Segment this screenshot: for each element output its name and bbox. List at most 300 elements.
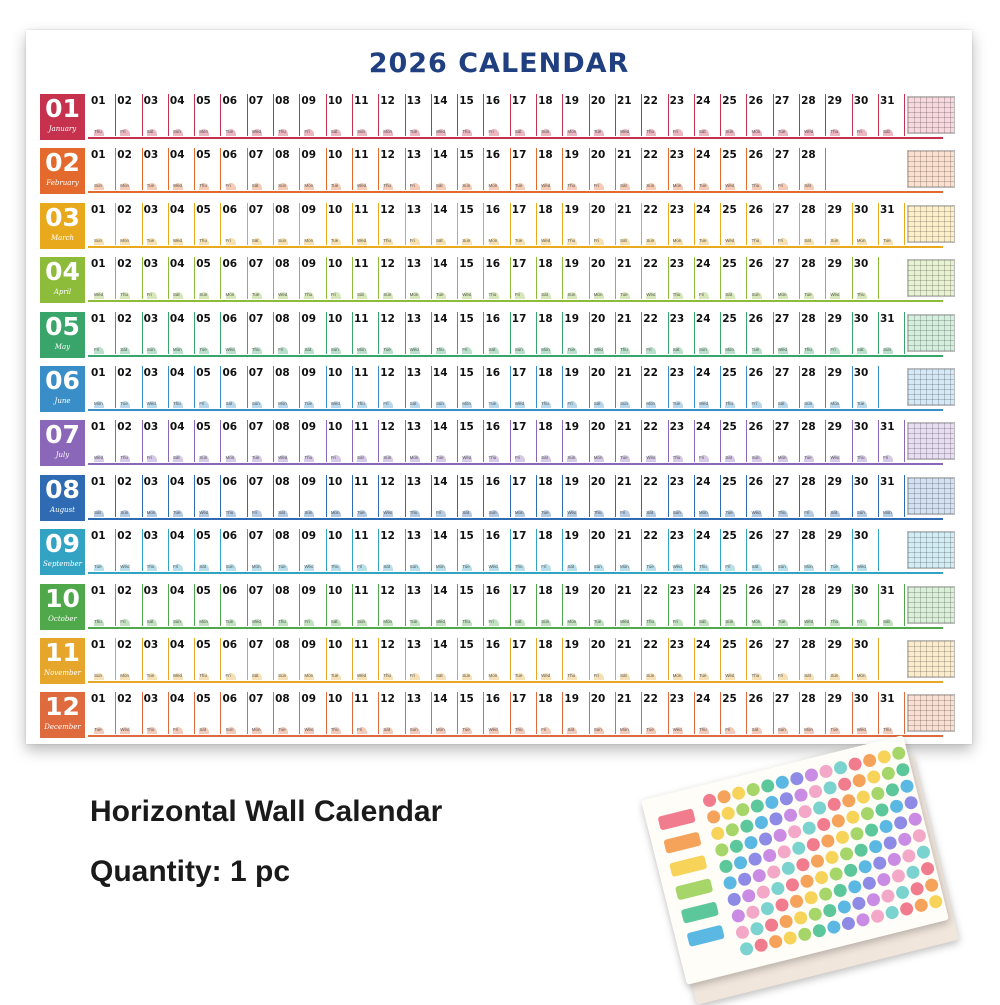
day-cell[interactable] xyxy=(379,692,405,734)
day-cell[interactable] xyxy=(195,420,221,462)
day-cell[interactable] xyxy=(616,420,642,462)
day-cell[interactable] xyxy=(537,529,563,571)
day-cell[interactable] xyxy=(353,203,379,245)
day-cell[interactable] xyxy=(616,475,642,517)
day-cell[interactable] xyxy=(116,529,142,571)
day-cell[interactable] xyxy=(300,257,326,299)
day-cell[interactable] xyxy=(721,638,747,680)
day-cell[interactable] xyxy=(485,366,511,408)
day-cell[interactable] xyxy=(406,366,432,408)
day-cell[interactable] xyxy=(327,692,353,734)
day-cell[interactable] xyxy=(748,312,774,354)
day-cell[interactable] xyxy=(485,584,511,626)
day-cell[interactable] xyxy=(563,420,589,462)
day-cell[interactable] xyxy=(642,475,668,517)
day-cell[interactable] xyxy=(143,366,169,408)
day-cell[interactable] xyxy=(642,529,668,571)
day-cell[interactable] xyxy=(90,584,116,626)
day-cell[interactable] xyxy=(116,94,142,136)
day-cell[interactable] xyxy=(853,584,879,626)
day-cell[interactable] xyxy=(511,312,537,354)
day-cell[interactable] xyxy=(721,420,747,462)
day-cell[interactable] xyxy=(327,94,353,136)
day-cell[interactable] xyxy=(695,584,721,626)
day-cell[interactable] xyxy=(195,312,221,354)
day-cell[interactable] xyxy=(300,203,326,245)
day-cell[interactable] xyxy=(511,94,537,136)
day-cell[interactable] xyxy=(248,529,274,571)
day-cell[interactable] xyxy=(353,475,379,517)
day-cell[interactable] xyxy=(222,148,248,190)
day-cell[interactable] xyxy=(458,203,484,245)
day-cell[interactable] xyxy=(748,203,774,245)
day-cell[interactable] xyxy=(458,475,484,517)
day-cell[interactable] xyxy=(432,529,458,571)
day-cell[interactable] xyxy=(248,148,274,190)
day-cell[interactable] xyxy=(695,257,721,299)
day-cell[interactable] xyxy=(116,420,142,462)
day-cell[interactable] xyxy=(169,148,195,190)
day-cell[interactable] xyxy=(406,257,432,299)
day-cell[interactable] xyxy=(406,529,432,571)
day-cell[interactable] xyxy=(327,203,353,245)
day-cell[interactable] xyxy=(800,638,826,680)
day-cell[interactable] xyxy=(327,475,353,517)
day-cell[interactable] xyxy=(774,475,800,517)
day-cell[interactable] xyxy=(748,529,774,571)
day-cell[interactable] xyxy=(379,94,405,136)
day-cell[interactable] xyxy=(485,312,511,354)
day-cell[interactable] xyxy=(458,529,484,571)
day-cell[interactable] xyxy=(327,584,353,626)
day-cell[interactable] xyxy=(511,366,537,408)
day-cell[interactable] xyxy=(143,312,169,354)
day-cell[interactable] xyxy=(748,638,774,680)
day-cell[interactable] xyxy=(879,420,905,462)
day-cell[interactable] xyxy=(432,203,458,245)
day-cell[interactable] xyxy=(669,366,695,408)
day-cell[interactable] xyxy=(669,692,695,734)
day-cell[interactable] xyxy=(195,638,221,680)
day-cell[interactable] xyxy=(248,257,274,299)
day-cell[interactable] xyxy=(485,257,511,299)
day-cell[interactable] xyxy=(563,584,589,626)
day-cell[interactable] xyxy=(590,475,616,517)
day-cell[interactable] xyxy=(695,475,721,517)
day-cell[interactable] xyxy=(616,638,642,680)
day-cell[interactable] xyxy=(800,475,826,517)
day-cell[interactable] xyxy=(537,692,563,734)
day-cell[interactable] xyxy=(379,366,405,408)
day-cell[interactable] xyxy=(879,94,905,136)
day-cell[interactable] xyxy=(511,638,537,680)
day-cell[interactable] xyxy=(695,203,721,245)
day-cell[interactable] xyxy=(143,420,169,462)
day-cell[interactable] xyxy=(406,203,432,245)
day-cell[interactable] xyxy=(379,312,405,354)
day-cell[interactable] xyxy=(458,420,484,462)
day-cell[interactable] xyxy=(485,638,511,680)
day-cell[interactable] xyxy=(143,584,169,626)
day-cell[interactable] xyxy=(116,366,142,408)
day-cell[interactable] xyxy=(406,475,432,517)
day-cell[interactable] xyxy=(853,94,879,136)
day-cell[interactable] xyxy=(669,584,695,626)
day-cell[interactable] xyxy=(800,529,826,571)
day-cell[interactable] xyxy=(774,148,800,190)
day-cell[interactable] xyxy=(353,257,379,299)
day-cell[interactable] xyxy=(300,148,326,190)
day-cell[interactable] xyxy=(222,529,248,571)
day-cell[interactable] xyxy=(379,420,405,462)
day-cell[interactable] xyxy=(511,148,537,190)
day-cell[interactable] xyxy=(195,692,221,734)
day-cell[interactable] xyxy=(274,203,300,245)
day-cell[interactable] xyxy=(90,529,116,571)
day-cell[interactable] xyxy=(853,692,879,734)
day-cell[interactable] xyxy=(327,257,353,299)
day-cell[interactable] xyxy=(826,584,852,626)
day-cell[interactable] xyxy=(669,638,695,680)
day-cell[interactable] xyxy=(774,529,800,571)
day-cell[interactable] xyxy=(537,420,563,462)
day-cell[interactable] xyxy=(616,94,642,136)
day-cell[interactable] xyxy=(90,692,116,734)
day-cell[interactable] xyxy=(353,638,379,680)
day-cell[interactable] xyxy=(774,203,800,245)
day-cell[interactable] xyxy=(800,94,826,136)
day-cell[interactable] xyxy=(432,475,458,517)
day-cell[interactable] xyxy=(853,312,879,354)
day-cell[interactable] xyxy=(721,94,747,136)
day-cell[interactable] xyxy=(879,203,905,245)
day-cell[interactable] xyxy=(222,203,248,245)
day-cell[interactable] xyxy=(800,203,826,245)
day-cell[interactable] xyxy=(616,257,642,299)
day-cell[interactable] xyxy=(748,692,774,734)
day-cell[interactable] xyxy=(642,366,668,408)
day-cell[interactable] xyxy=(642,638,668,680)
day-cell[interactable] xyxy=(590,420,616,462)
day-cell[interactable] xyxy=(642,257,668,299)
day-cell[interactable] xyxy=(353,366,379,408)
day-cell[interactable] xyxy=(537,584,563,626)
day-cell[interactable] xyxy=(222,692,248,734)
day-cell[interactable] xyxy=(90,312,116,354)
day-cell[interactable] xyxy=(721,203,747,245)
day-cell[interactable] xyxy=(274,529,300,571)
day-cell[interactable] xyxy=(485,203,511,245)
day-cell[interactable] xyxy=(458,366,484,408)
day-cell[interactable] xyxy=(90,475,116,517)
day-cell[interactable] xyxy=(458,312,484,354)
day-cell[interactable] xyxy=(458,638,484,680)
day-cell[interactable] xyxy=(432,420,458,462)
day-cell[interactable] xyxy=(748,584,774,626)
day-cell[interactable] xyxy=(774,312,800,354)
day-cell[interactable] xyxy=(695,148,721,190)
day-cell[interactable] xyxy=(563,148,589,190)
day-cell[interactable] xyxy=(248,584,274,626)
day-cell[interactable] xyxy=(300,584,326,626)
day-cell[interactable] xyxy=(379,475,405,517)
day-cell[interactable] xyxy=(642,312,668,354)
day-cell[interactable] xyxy=(169,312,195,354)
day-cell[interactable] xyxy=(511,420,537,462)
day-cell[interactable] xyxy=(563,475,589,517)
day-cell[interactable] xyxy=(590,148,616,190)
day-cell[interactable] xyxy=(379,584,405,626)
day-cell[interactable] xyxy=(748,366,774,408)
day-cell[interactable] xyxy=(616,529,642,571)
day-cell[interactable] xyxy=(406,638,432,680)
day-cell[interactable] xyxy=(774,420,800,462)
day-cell[interactable] xyxy=(143,148,169,190)
day-cell[interactable] xyxy=(774,692,800,734)
day-cell[interactable] xyxy=(195,366,221,408)
day-cell[interactable] xyxy=(669,203,695,245)
day-cell[interactable] xyxy=(800,420,826,462)
day-cell[interactable] xyxy=(458,148,484,190)
day-cell[interactable] xyxy=(406,584,432,626)
day-cell[interactable] xyxy=(853,475,879,517)
day-cell[interactable] xyxy=(590,366,616,408)
day-cell[interactable] xyxy=(274,420,300,462)
day-cell[interactable] xyxy=(222,584,248,626)
day-cell[interactable] xyxy=(432,94,458,136)
day-cell[interactable] xyxy=(169,94,195,136)
day-cell[interactable] xyxy=(826,366,852,408)
day-cell[interactable] xyxy=(379,257,405,299)
day-cell[interactable] xyxy=(774,257,800,299)
day-cell[interactable] xyxy=(879,475,905,517)
day-cell[interactable] xyxy=(774,638,800,680)
day-cell[interactable] xyxy=(669,94,695,136)
day-cell[interactable] xyxy=(774,94,800,136)
day-cell[interactable] xyxy=(195,148,221,190)
day-cell[interactable] xyxy=(616,584,642,626)
day-cell[interactable] xyxy=(721,475,747,517)
day-cell[interactable] xyxy=(406,420,432,462)
day-cell[interactable] xyxy=(379,529,405,571)
day-cell[interactable] xyxy=(353,312,379,354)
day-cell[interactable] xyxy=(800,257,826,299)
day-cell[interactable] xyxy=(642,148,668,190)
day-cell[interactable] xyxy=(327,529,353,571)
day-cell[interactable] xyxy=(537,312,563,354)
day-cell[interactable] xyxy=(169,638,195,680)
day-cell[interactable] xyxy=(590,312,616,354)
day-cell[interactable] xyxy=(274,366,300,408)
day-cell[interactable] xyxy=(642,94,668,136)
day-cell[interactable] xyxy=(590,692,616,734)
day-cell[interactable] xyxy=(826,203,852,245)
day-cell[interactable] xyxy=(590,94,616,136)
day-cell[interactable] xyxy=(669,529,695,571)
day-cell[interactable] xyxy=(195,529,221,571)
day-cell[interactable] xyxy=(853,257,879,299)
day-cell[interactable] xyxy=(616,312,642,354)
day-cell[interactable] xyxy=(721,584,747,626)
day-cell[interactable] xyxy=(511,475,537,517)
day-cell[interactable] xyxy=(353,529,379,571)
day-cell[interactable] xyxy=(537,366,563,408)
day-cell[interactable] xyxy=(800,366,826,408)
day-cell[interactable] xyxy=(143,692,169,734)
day-cell[interactable] xyxy=(721,257,747,299)
day-cell[interactable] xyxy=(826,94,852,136)
day-cell[interactable] xyxy=(748,475,774,517)
day-cell[interactable] xyxy=(222,366,248,408)
day-cell[interactable] xyxy=(432,148,458,190)
day-cell[interactable] xyxy=(222,420,248,462)
day-cell[interactable] xyxy=(590,584,616,626)
day-cell[interactable] xyxy=(563,257,589,299)
day-cell[interactable] xyxy=(458,257,484,299)
day-cell[interactable] xyxy=(616,366,642,408)
day-cell[interactable] xyxy=(406,94,432,136)
day-cell[interactable] xyxy=(90,94,116,136)
day-cell[interactable] xyxy=(511,584,537,626)
day-cell[interactable] xyxy=(642,420,668,462)
day-cell[interactable] xyxy=(169,257,195,299)
day-cell[interactable] xyxy=(432,366,458,408)
day-cell[interactable] xyxy=(695,638,721,680)
day-cell[interactable] xyxy=(143,475,169,517)
day-cell[interactable] xyxy=(116,584,142,626)
day-cell[interactable] xyxy=(563,529,589,571)
day-cell[interactable] xyxy=(274,475,300,517)
day-cell[interactable] xyxy=(379,148,405,190)
day-cell[interactable] xyxy=(248,638,274,680)
day-cell[interactable] xyxy=(300,94,326,136)
day-cell[interactable] xyxy=(748,257,774,299)
day-cell[interactable] xyxy=(485,692,511,734)
day-cell[interactable] xyxy=(353,94,379,136)
day-cell[interactable] xyxy=(669,312,695,354)
day-cell[interactable] xyxy=(511,692,537,734)
day-cell[interactable] xyxy=(695,312,721,354)
day-cell[interactable] xyxy=(222,312,248,354)
day-cell[interactable] xyxy=(300,312,326,354)
day-cell[interactable] xyxy=(300,529,326,571)
day-cell[interactable] xyxy=(537,203,563,245)
day-cell[interactable] xyxy=(511,203,537,245)
day-cell[interactable] xyxy=(748,420,774,462)
day-cell[interactable] xyxy=(406,692,432,734)
day-cell[interactable] xyxy=(406,148,432,190)
day-cell[interactable] xyxy=(774,584,800,626)
day-cell[interactable] xyxy=(300,638,326,680)
day-cell[interactable] xyxy=(169,529,195,571)
day-cell[interactable] xyxy=(695,366,721,408)
day-cell[interactable] xyxy=(248,94,274,136)
day-cell[interactable] xyxy=(116,203,142,245)
day-cell[interactable] xyxy=(695,529,721,571)
day-cell[interactable] xyxy=(642,692,668,734)
day-cell[interactable] xyxy=(590,638,616,680)
day-cell[interactable] xyxy=(169,366,195,408)
day-cell[interactable] xyxy=(748,94,774,136)
day-cell[interactable] xyxy=(826,692,852,734)
day-cell[interactable] xyxy=(300,692,326,734)
day-cell[interactable] xyxy=(143,257,169,299)
day-cell[interactable] xyxy=(774,366,800,408)
day-cell[interactable] xyxy=(274,257,300,299)
day-cell[interactable] xyxy=(406,312,432,354)
day-cell[interactable] xyxy=(353,420,379,462)
day-cell[interactable] xyxy=(485,475,511,517)
day-cell[interactable] xyxy=(695,420,721,462)
day-cell[interactable] xyxy=(748,148,774,190)
day-cell[interactable] xyxy=(116,312,142,354)
day-cell[interactable] xyxy=(143,638,169,680)
day-cell[interactable] xyxy=(853,638,879,680)
day-cell[interactable] xyxy=(116,475,142,517)
day-cell[interactable] xyxy=(353,148,379,190)
day-cell[interactable] xyxy=(195,257,221,299)
day-cell[interactable] xyxy=(90,420,116,462)
day-cell[interactable] xyxy=(853,203,879,245)
day-cell[interactable] xyxy=(90,148,116,190)
day-cell[interactable] xyxy=(826,420,852,462)
day-cell[interactable] xyxy=(195,475,221,517)
day-cell[interactable] xyxy=(90,366,116,408)
day-cell[interactable] xyxy=(826,475,852,517)
day-cell[interactable] xyxy=(879,692,905,734)
day-cell[interactable] xyxy=(248,312,274,354)
day-cell[interactable] xyxy=(274,94,300,136)
day-cell[interactable] xyxy=(590,257,616,299)
day-cell[interactable] xyxy=(826,312,852,354)
day-cell[interactable] xyxy=(879,312,905,354)
day-cell[interactable] xyxy=(721,692,747,734)
day-cell[interactable] xyxy=(327,366,353,408)
day-cell[interactable] xyxy=(721,366,747,408)
day-cell[interactable] xyxy=(669,257,695,299)
day-cell[interactable] xyxy=(248,203,274,245)
day-cell[interactable] xyxy=(116,257,142,299)
day-cell[interactable] xyxy=(537,475,563,517)
day-cell[interactable] xyxy=(274,312,300,354)
day-cell[interactable] xyxy=(222,257,248,299)
day-cell[interactable] xyxy=(695,692,721,734)
day-cell[interactable] xyxy=(826,257,852,299)
day-cell[interactable] xyxy=(300,475,326,517)
day-cell[interactable] xyxy=(563,312,589,354)
day-cell[interactable] xyxy=(563,94,589,136)
day-cell[interactable] xyxy=(826,638,852,680)
day-cell[interactable] xyxy=(695,94,721,136)
day-cell[interactable] xyxy=(826,529,852,571)
day-cell[interactable] xyxy=(669,475,695,517)
day-cell[interactable] xyxy=(379,203,405,245)
day-cell[interactable] xyxy=(169,203,195,245)
day-cell[interactable] xyxy=(274,584,300,626)
day-cell[interactable] xyxy=(248,420,274,462)
day-cell[interactable] xyxy=(300,366,326,408)
day-cell[interactable] xyxy=(485,148,511,190)
day-cell[interactable] xyxy=(721,529,747,571)
day-cell[interactable] xyxy=(195,584,221,626)
day-cell[interactable] xyxy=(274,638,300,680)
day-cell[interactable] xyxy=(616,148,642,190)
day-cell[interactable] xyxy=(327,638,353,680)
day-cell[interactable] xyxy=(169,692,195,734)
day-cell[interactable] xyxy=(537,148,563,190)
day-cell[interactable] xyxy=(90,203,116,245)
day-cell[interactable] xyxy=(353,692,379,734)
